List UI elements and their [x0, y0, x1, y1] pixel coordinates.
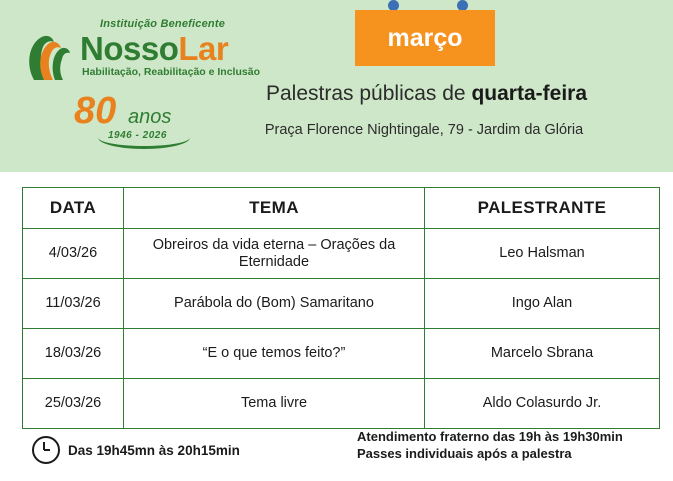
table-header-row: [23, 188, 660, 229]
footer-note-line2: Passes individuais após a palestra: [357, 446, 572, 461]
table-row: [23, 329, 660, 379]
table-row: [23, 379, 660, 429]
footer-notes: [357, 428, 623, 462]
cell-date: 11/03/26: [23, 279, 124, 329]
schedule-time-label: Das 19h45mn às 20h15min: [68, 442, 240, 458]
page-title-weekday: quarta-feira: [471, 82, 587, 105]
anniversary-years: 1946 - 2026: [108, 130, 167, 141]
anniversary-word: anos: [128, 106, 172, 128]
clock-icon: [32, 436, 60, 464]
cell-tema: Parábola do (Bom) Samaritano: [124, 279, 425, 329]
cell-tema: Obreiros da vida eterna – Orações da Eternidade: [124, 229, 425, 279]
table-row: [23, 279, 660, 329]
cell-date: 25/03/26: [23, 379, 124, 429]
column-header-data: DATA: [23, 188, 124, 229]
cell-tema: “E o que temos feito?”: [124, 329, 425, 379]
logo-wordmark: [80, 30, 228, 68]
address: Praça Florence Nightingale, 79 - Jardim da Glória: [264, 122, 584, 138]
cell-palestrante: Ingo Alan: [425, 279, 660, 329]
month-label: março: [387, 23, 463, 52]
page-title-prefix: Palestras públicas de: [266, 82, 466, 105]
logo-name-second: Lar: [178, 30, 229, 67]
page-title: [0, 82, 673, 106]
table-row: [23, 229, 660, 279]
cell-palestrante: Leo Halsman: [425, 229, 660, 279]
cell-tema: Tema livre: [124, 379, 425, 429]
cell-palestrante: Marcelo Sbrana: [425, 329, 660, 379]
cell-palestrante: Aldo Colasurdo Jr.: [425, 379, 660, 429]
anniversary-number: 80: [74, 90, 117, 132]
column-header-palestrante: PALESTRANTE: [425, 188, 660, 229]
logo-name-first: Nosso: [80, 30, 179, 67]
logo-institution-label: Instituição Beneficente: [100, 18, 226, 30]
month-banner: [355, 10, 495, 66]
footer-note-line1: Atendimento fraterno das 19h às 19h30min: [357, 429, 623, 444]
column-header-tema: TEMA: [124, 188, 425, 229]
cell-date: 4/03/26: [23, 229, 124, 279]
cell-date: 18/03/26: [23, 329, 124, 379]
schedule-time-block: [32, 436, 240, 464]
logo-mark-icon: [24, 30, 80, 84]
schedule-table: [22, 187, 660, 429]
logo-tagline: Habilitação, Reabilitação e Inclusão: [82, 66, 260, 78]
